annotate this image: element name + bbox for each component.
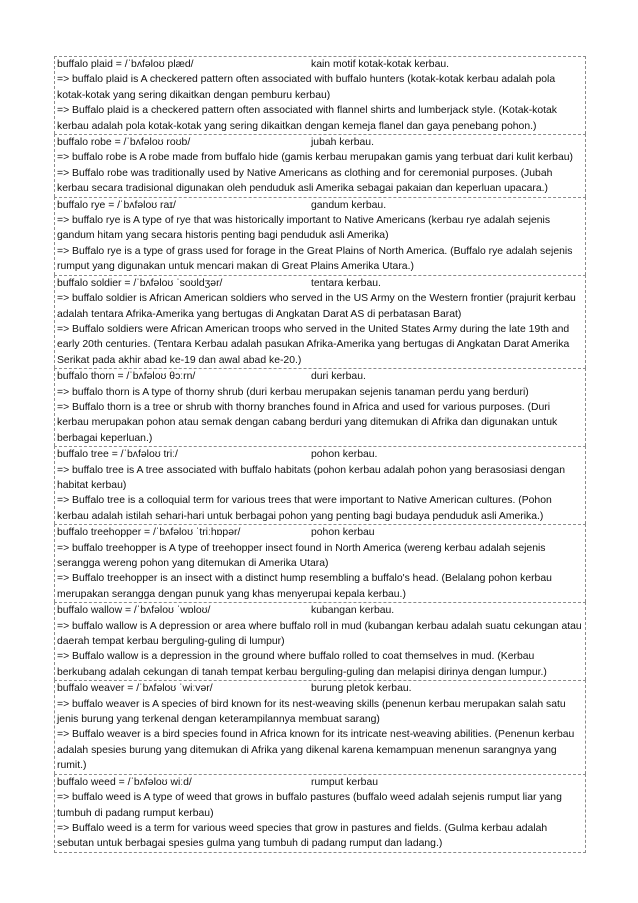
definition-line: => Buffalo weaver is a bird species found in Africa known for its intricate nest-weaving abilities. (Penenun kerbau adalah spesies burung yang ditemukan di Afrika yang dikenal karena kemampuan menenun sarangnya yang rumit.) [57,729,575,772]
entry-term: buffalo tree = /ˈbʌfəloʊ triː/ [57,449,178,461]
entry-translation: kain motif kotak-kotak kerbau. [311,59,450,70]
entry-heading [57,681,583,696]
definition-line: => buffalo plaid is A checkered pattern often associated with buffalo hunters (kotak-kotak kerbau adalah pola kotak-kotak yang sering dikaitkan dengan pemburu kerbau) [57,74,556,101]
definition-line: => buffalo wallow is A depression or area where buffalo roll in mud (kubangan kerbau adalah suatu cekungan atau daerah tempat kerbau berguling-guling di lumpur) [57,620,582,648]
entry-term: buffalo plaid = /ˈbʌfəloʊ plæd/ [57,59,194,70]
entry-heading [57,57,583,72]
definition-line: => Buffalo thorn is a tree or shrub with thorny branches found in Africa and used for various purposes. (Duri kerbau merupakan pohon atau semak dengan cabang berduri yang ditemukan di Afrika dan digunakan untuk berbagai keperluan.) [57,401,558,444]
definition-line: => Buffalo soldiers were African American troops who served in the United States Army during the late 19th and early 20th centuries. (Tentara Kerbau adalah pasukan Afrika-Amerika yang bertugas di Angkatan Darat Amerika Serikat pada akhir abad ke-19 dan awal abad ke-20.) [57,323,570,366]
entry-heading [57,369,583,384]
definition-line: => Buffalo plaid is a checkered pattern often associated with flannel shirts and lumberjack style. (Kotak-kotak kerbau adalah pola kotak-kotak yang sering dikaitkan dengan kemeja flanel dan gaya penebang pohon.) [57,105,557,132]
entry-term: buffalo thorn = /ˈbʌfəloʊ θɔːrn/ [57,371,196,383]
entry-translation: pohon kerbau. [311,449,378,461]
entry [54,275,586,368]
entry-term: buffalo rye = /ˈbʌfəloʊ raɪ/ [57,199,176,211]
entry-translation: gandum kerbau. [311,199,387,211]
entry-translation: kubangan kerbau. [311,605,395,617]
entry-term: buffalo wallow = /ˈbʌfəloʊ ˈwɒloʊ/ [57,605,211,617]
definition-line: => buffalo weaver is A species of bird known for its nest-weaving skills (penenun kerbau merupakan salah satu jenis burung yang terkenal dengan keterampilannya membuat sarang) [57,698,566,726]
definition-line: => Buffalo rye is a type of grass used for forage in the Great Plains of North America. (Buffalo rye adalah sejenis rumput yang digunakan untuk mencari makan di Great Plains Amerika Utara.) [57,245,573,273]
entry-translation: jubah kerbau. [311,137,374,149]
entry [54,56,586,134]
entry-heading [57,276,583,291]
entry-heading [57,603,583,618]
definition-line: => buffalo weed is A type of weed that grows in buffalo pastures (buffalo weed adalah sejenis rumput liar yang tumbuh di padang rumput kerbau) [57,792,562,819]
definition-line: => Buffalo treehopper is an insect with a distinct hump resembling a buffalo's head. (Belalang pohon kerbau merupakan serangga dengan punuk yang khas menyerupai kepala kerbau.) [57,573,552,600]
entry-translation: duri kerbau. [311,371,366,383]
entry-translation: burung pletok kerbau. [311,683,412,695]
definition-line: => Buffalo tree is a colloquial term for various trees that were important to Native American cultures. (Pohon kerbau adalah istilah sehari-hari untuk berbagai pohon yang penting bagi budaya penduduk asli Amerika.) [57,495,552,522]
entry-heading [57,447,583,462]
entry [54,197,586,275]
definition-line: => buffalo rye is A type of rye that was historically important to Native Americans (kerbau rye adalah sejenis gandum hitam yang secara historis penting bagi penduduk asli Amerika) [57,215,551,242]
entry-translation: tentara kerbau. [311,277,381,289]
definition-line: => buffalo thorn is A type of thorny shrub (duri kerbau merupakan sejenis tanaman perdu yang berduri) [57,386,529,398]
definition-line: => buffalo soldier is African American soldiers who served in the US Army on the Western frontier (prajurit kerbau adalah tentara Afrika-Amerika yang bertugas di Angkatan Darat AS di perbatasan Barat) [57,293,576,320]
dictionary-page [54,56,586,853]
definition-line: => Buffalo robe was traditionally used by Native Americans as clothing and for ceremonial purposes. (Jubah kerbau secara tradisional digunakan oleh penduduk asli Amerika sebagai pakaian dan keperluan upacara.) [57,167,553,195]
entry-translation: rumput kerbau [311,776,378,788]
definition-line: => buffalo tree is A tree associated with buffalo habitats (pohon kerbau adalah pohon yang berasosiasi dengan habitat kerbau) [57,464,565,491]
entry [54,680,586,773]
definition-line: => Buffalo wallow is a depression in the ground where buffalo rolled to coat themselves in mud. (Kerbau berkubang adalah cekungan di tanah tempat kerbau berguling-guling dan melapisi dirinya dengan lumpur.) [57,651,547,678]
entry [54,524,586,602]
entry-heading [57,525,583,540]
entry-term: buffalo weed = /ˈbʌfəloʊ wiːd/ [57,776,192,788]
entry-translation: pohon kerbau [311,527,375,539]
entry [54,774,586,853]
definition-line: => buffalo robe is A robe made from buffalo hide (gamis kerbau merupakan gamis yang terbuat dari kulit kerbau) [57,152,573,164]
entry [54,134,586,197]
entry [54,446,586,524]
entry-heading [57,135,583,150]
entry-term: buffalo treehopper = /ˈbʌfəloʊ ˈtriːhɒpər/ [57,527,241,539]
definition-line: => Buffalo weed is a term for various weed species that grow in pastures and fields. (Gulma kerbau adalah sebutan untuk berbagai spesies gulma yang tumbuh di padang rumput dan ladang.) [57,822,548,850]
entry [54,602,586,680]
entry-term: buffalo robe = /ˈbʌfəloʊ roʊb/ [57,137,191,149]
entry-term: buffalo weaver = /ˈbʌfəloʊ ˈwiːvər/ [57,683,213,695]
entry-heading [57,198,583,213]
entry-heading [57,775,583,790]
entry [54,368,586,446]
definition-line: => buffalo treehopper is A type of treehopper insect found in North America (wereng kerbau adalah sejenis serangga wereng pohon yang ditemukan di Amerika Utara) [57,542,546,569]
entry-term: buffalo soldier = /ˈbʌfəloʊ ˈsoʊldʒər/ [57,277,223,289]
